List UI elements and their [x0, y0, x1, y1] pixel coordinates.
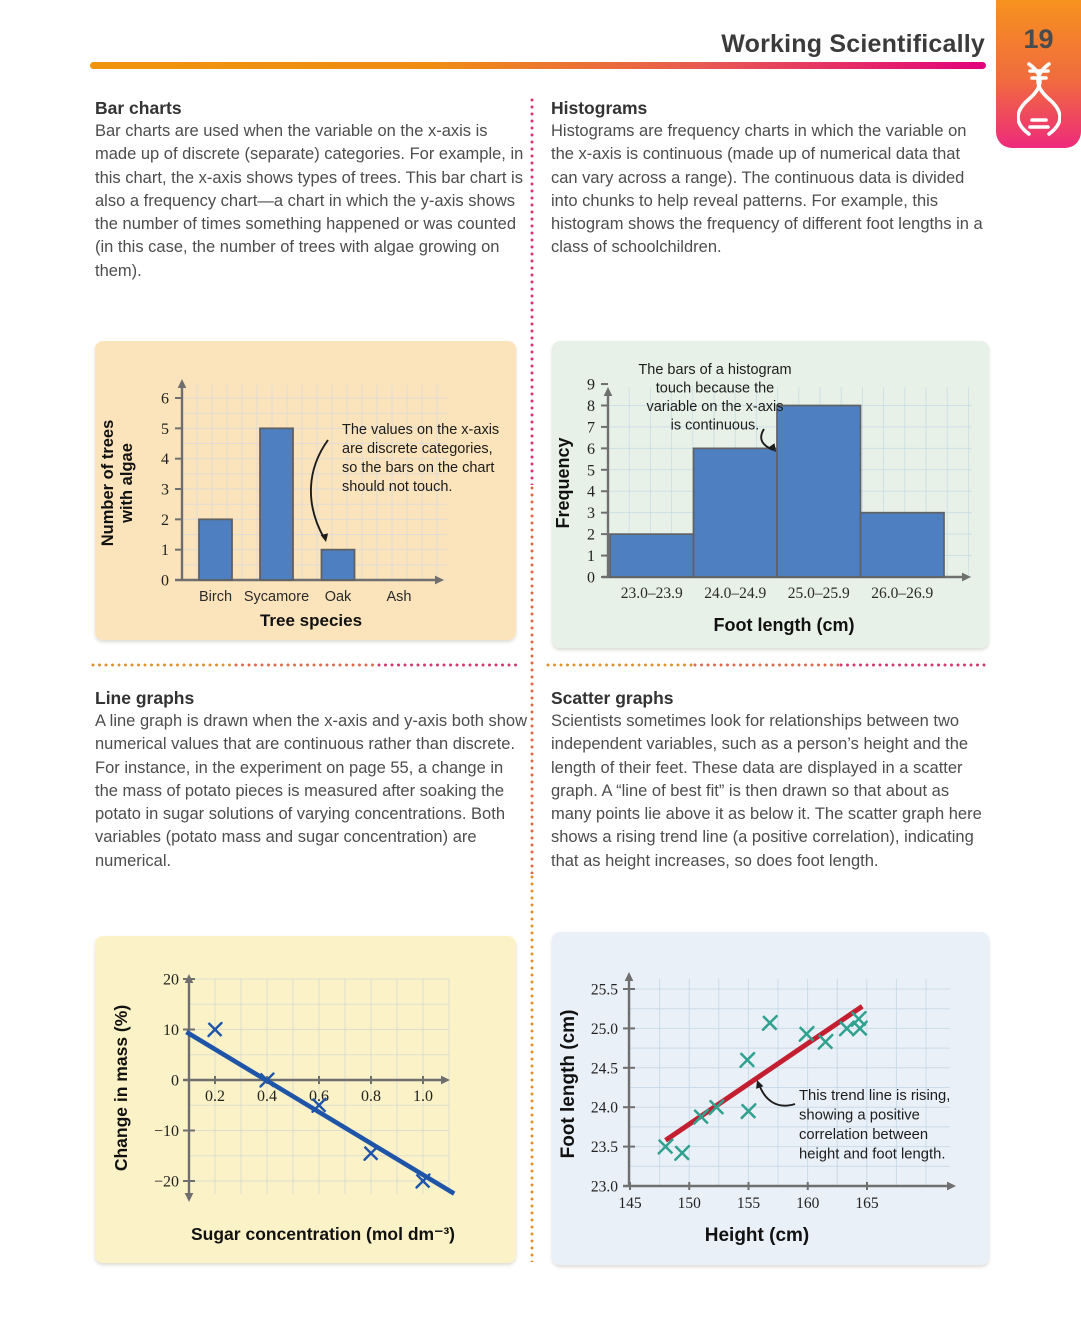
svg-text:Tree species: Tree species	[259, 611, 363, 630]
svg-text:This trend line is rising,: This trend line is rising,	[799, 1088, 951, 1104]
line-graph-panel	[95, 936, 516, 1263]
histogram-svg	[552, 341, 989, 648]
svg-text:24.5: 24.5	[590, 1060, 618, 1078]
section-scatter-graphs	[551, 688, 993, 873]
section-heading: Scatter graphs	[551, 688, 674, 708]
svg-text:160: 160	[796, 1195, 820, 1212]
section-body: Bar charts are used when the variable on the x-axis is made up of discrete (separate) categories. For example, in this chart, the x-axis shows types of trees. This bar chart is also a frequency chart—a chart in which the y-axis shows the number of times something happened or was counted (in this case, the number of trees with algae growing on them).	[95, 122, 524, 280]
svg-text:are discrete categories,: are discrete categories,	[342, 441, 493, 457]
svg-text:7: 7	[587, 419, 595, 437]
svg-text:6: 6	[587, 440, 595, 458]
bar-chart-svg	[95, 341, 516, 640]
svg-text:5: 5	[161, 420, 169, 438]
svg-text:155: 155	[736, 1195, 761, 1212]
svg-text:25.5: 25.5	[590, 981, 618, 999]
section-body: Scientists sometimes look for relationships between two independent variables, such as a person’s height and the length of their feet. These data are displayed in a scatter graph. A “line of best fit” is then drawn so that about as many points lie above it as below it. The scatter graph here shows a rising trend line (a positive correlation), indicating that as height increases, so does foot length.	[551, 712, 982, 870]
svg-text:150: 150	[677, 1195, 701, 1212]
scatter-graph-svg	[552, 932, 989, 1265]
svg-text:0.8: 0.8	[361, 1088, 381, 1105]
svg-text:correlation between: correlation between	[799, 1127, 929, 1143]
svg-text:145: 145	[618, 1195, 642, 1212]
section-heading: Line graphs	[95, 688, 195, 708]
svg-text:24.0: 24.0	[590, 1099, 618, 1117]
section-line-graphs	[95, 688, 527, 873]
svg-text:10: 10	[163, 1022, 179, 1039]
svg-text:Sugar concentration (mol dm⁻³): Sugar concentration (mol dm⁻³)	[191, 1224, 455, 1244]
line-graph-svg	[95, 936, 516, 1263]
section-heading: Bar charts	[95, 98, 182, 118]
svg-text:25.0: 25.0	[590, 1020, 618, 1038]
svg-text:25.0–25.9: 25.0–25.9	[787, 585, 850, 602]
svg-text:is continuous.: is continuous.	[670, 417, 760, 434]
svg-text:Frequency: Frequency	[553, 437, 573, 529]
svg-text:should not touch.: should not touch.	[342, 479, 453, 495]
svg-text:0: 0	[587, 569, 595, 587]
svg-text:8: 8	[587, 397, 595, 415]
svg-text:0.6: 0.6	[309, 1088, 329, 1105]
svg-text:variable on the x-axis: variable on the x-axis	[646, 399, 784, 415]
svg-text:0.4: 0.4	[257, 1088, 277, 1105]
svg-text:4: 4	[587, 483, 595, 501]
svg-text:3: 3	[587, 505, 595, 523]
svg-text:1: 1	[161, 542, 169, 560]
svg-text:23.5: 23.5	[590, 1139, 618, 1157]
svg-text:−10: −10	[153, 1123, 179, 1140]
scatter-graph-panel	[552, 932, 989, 1265]
svg-text:9: 9	[587, 376, 595, 394]
svg-text:Oak: Oak	[324, 589, 352, 605]
section-divider-right	[546, 663, 986, 667]
svg-text:with algae: with algae	[118, 443, 136, 523]
svg-text:−20: −20	[153, 1173, 179, 1191]
section-bar-charts	[95, 98, 527, 283]
accent-rule	[90, 62, 986, 69]
svg-text:Foot length (cm): Foot length (cm)	[558, 1009, 579, 1159]
svg-text:Height (cm): Height (cm)	[704, 1225, 810, 1246]
svg-text:showing a positive: showing a positive	[799, 1107, 920, 1124]
svg-text:touch because the: touch because the	[655, 380, 775, 397]
svg-text:4: 4	[161, 451, 169, 469]
svg-text:2: 2	[587, 526, 595, 544]
page-title: Working Scientifically	[721, 30, 985, 58]
svg-text:0: 0	[161, 572, 169, 590]
page-tab	[996, 0, 1081, 148]
page-number: 19	[1023, 24, 1054, 54]
svg-text:20: 20	[163, 971, 179, 989]
section-heading: Histograms	[551, 98, 648, 118]
svg-text:23.0: 23.0	[590, 1178, 618, 1196]
svg-text:The values on the x-axis: The values on the x-axis	[342, 422, 500, 438]
svg-text:165: 165	[855, 1195, 879, 1212]
svg-text:Ash: Ash	[386, 589, 412, 605]
section-body: A line graph is drawn when the x-axis and y-axis both show numerical values that are continuous rather than discrete. For instance, in the experiment on page 55, a change in the mass of potato pieces is measured after soaking the potato in sugar solutions of varying concentrations. Both variables (potato mass and sugar concentration) are numerical.	[95, 712, 527, 870]
bar-chart-panel	[95, 341, 516, 640]
svg-text:2: 2	[161, 511, 169, 529]
svg-text:5: 5	[587, 462, 595, 480]
histogram-panel	[552, 341, 989, 648]
svg-text:The bars of a histogram: The bars of a histogram	[638, 362, 792, 378]
svg-text:1: 1	[587, 548, 595, 566]
svg-text:Sycamore: Sycamore	[243, 589, 310, 605]
svg-text:1.0: 1.0	[413, 1088, 433, 1105]
svg-text:Number of trees: Number of trees	[99, 419, 117, 547]
section-divider-left	[91, 663, 520, 667]
svg-text:Birch: Birch	[198, 589, 233, 605]
svg-text:Change in mass (%): Change in mass (%)	[111, 1004, 131, 1172]
section-body: Histograms are frequency charts in which the variable on the x-axis is continuous (made up of numerical data that can vary across a range). The continuous data is divided into chunks to help reveal patterns. For example, this histogram shows the frequency of different foot lengths in a class of schoolchildren.	[551, 122, 983, 257]
column-divider-dotted	[530, 97, 534, 1262]
svg-text:0.2: 0.2	[205, 1088, 225, 1105]
svg-text:24.0–24.9: 24.0–24.9	[704, 585, 767, 602]
section-histograms	[551, 98, 991, 260]
svg-text:0: 0	[171, 1072, 179, 1090]
svg-text:so the bars on the chart: so the bars on the chart	[342, 460, 495, 476]
svg-text:height and foot length.: height and foot length.	[799, 1146, 946, 1163]
svg-text:6: 6	[161, 390, 169, 408]
svg-text:23.0–23.9: 23.0–23.9	[620, 585, 683, 602]
svg-text:3: 3	[161, 481, 169, 499]
svg-text:Foot length (cm): Foot length (cm)	[713, 615, 855, 635]
dna-icon	[1017, 61, 1061, 142]
svg-text:26.0–26.9: 26.0–26.9	[871, 585, 934, 602]
